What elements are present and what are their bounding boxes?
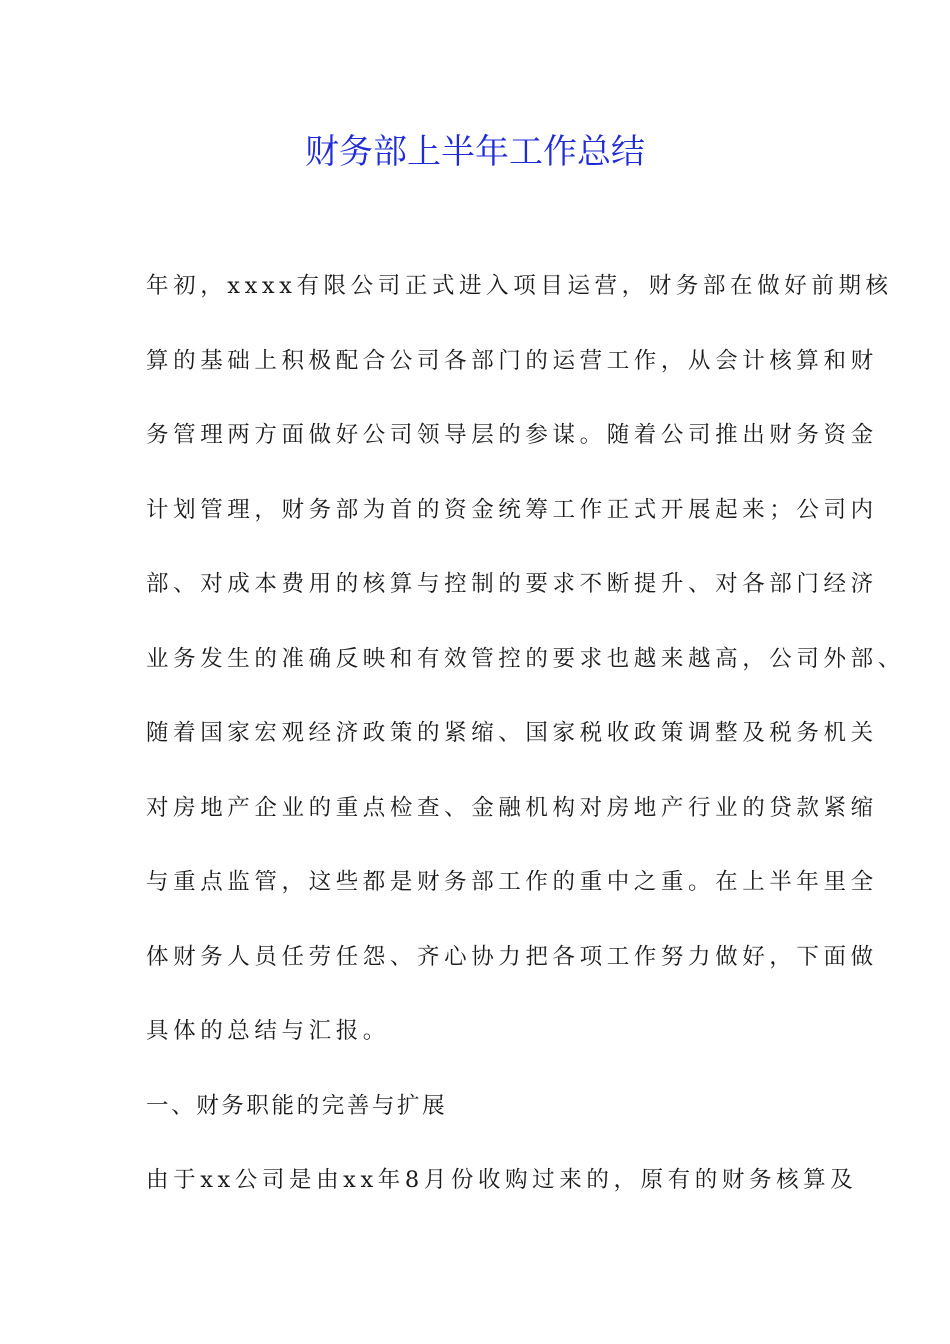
body-line: 计划管理，财务部为首的资金统筹工作正式开展起来；公司内 <box>146 496 878 523</box>
document-body <box>146 262 905 1231</box>
body-line: 具体的总结与汇报。 <box>146 1018 390 1044</box>
body-line: 与重点监管，这些都是财务部工作的重中之重。在上半年里全 <box>146 869 878 895</box>
body-line: 对房地产企业的重点检查、金融机构对房地产行业的贷款紧缩 <box>146 794 878 821</box>
body-line: 务管理两方面做好公司领导层的参谋。随着公司推出财务资金 <box>146 422 878 448</box>
body-line: 年初，xxxx有限公司正式进入项目运营，财务部在做好前期核 <box>146 273 893 299</box>
body-line: 算的基础上积极配合公司各部门的运营工作，从会计核算和财 <box>146 347 878 374</box>
page-title: 财务部上半年工作总结 <box>305 132 645 172</box>
body-line: 体财务人员任劳任怨、齐心协力把各项工作努力做好，下面做 <box>146 943 878 970</box>
body-line: 随着国家宏观经济政策的紧缩、国家税收政策调整及税务机关 <box>146 720 878 746</box>
body-line: 业务发生的准确反映和有效管控的要求也越来越高，公司外部、 <box>146 645 905 672</box>
body-line: 部、对成本费用的核算与控制的要求不断提升、对各部门经济 <box>146 571 878 597</box>
body-line: 由于xx公司是由xx年8月份收购过来的，原有的财务核算及 <box>146 1167 858 1193</box>
section-heading: 一、财务职能的完善与扩展 <box>146 1092 448 1119</box>
